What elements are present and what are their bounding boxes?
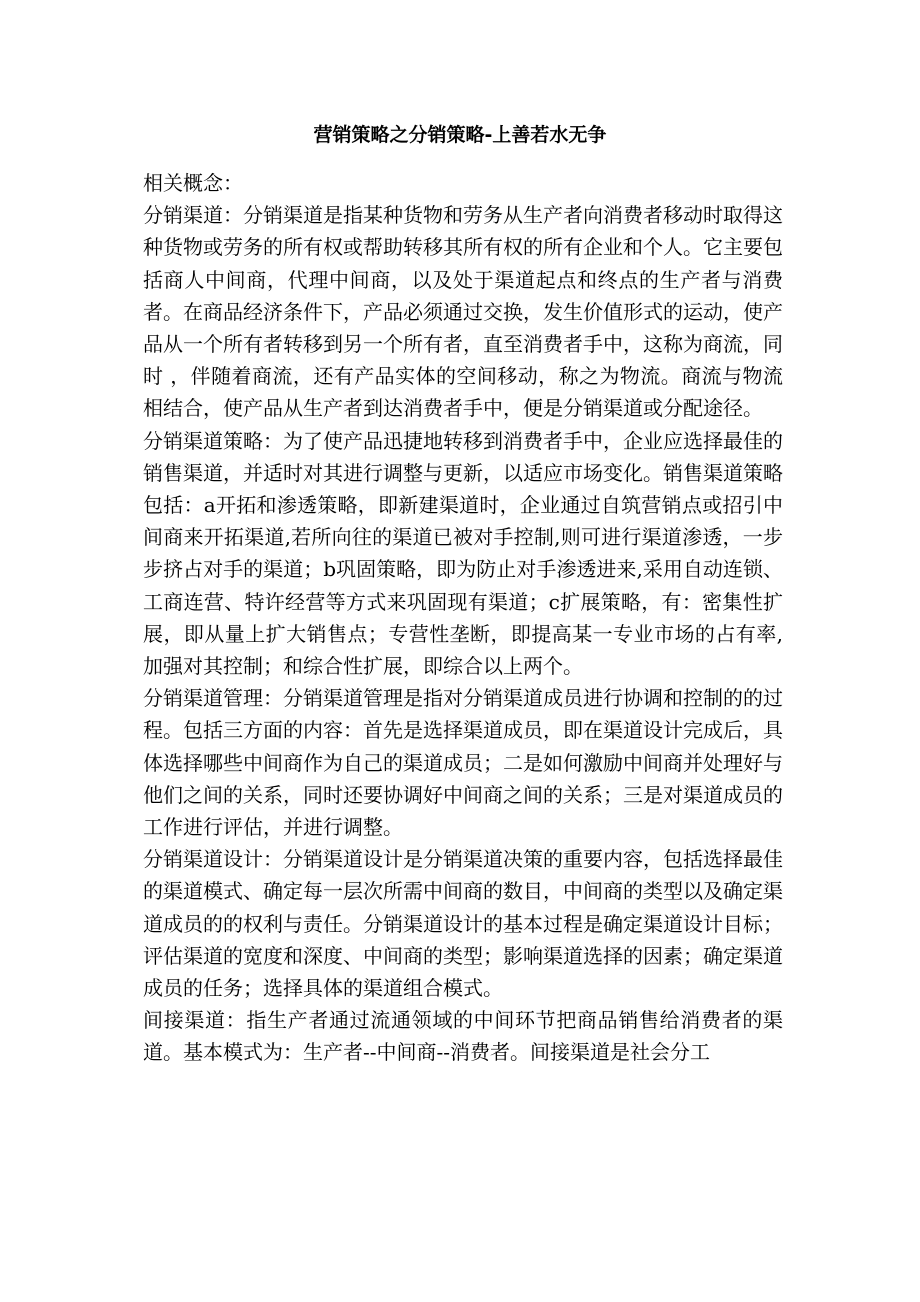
- document-body: [143, 167, 783, 1069]
- paragraph-related-concepts: 相关概念：: [143, 171, 243, 195]
- paragraph-channel-design: 分销渠道设计：分销渠道设计是分销渠道决策的重要内容，包括选择最佳的渠道模式、确定每一层次所需中间商的数目，中间商的类型以及确定渠道成员的的权利与责任。分销渠道设计的基本过程是确定渠道设计目标；评估渠道的宽度和深度、中间商的类型；影响渠道选择的因素；确定渠道成员的任务；选择具体的渠道组合模式。: [143, 847, 783, 1001]
- document-title: 营销策略之分销策略-上善若水无争: [313, 124, 607, 146]
- paragraph-indirect-channel: 间接渠道：指生产者通过流通领域的中间环节把商品销售给消费者的渠道。基本模式为：生产者--中间商--消费者。间接渠道是社会分工: [143, 1008, 783, 1065]
- paragraph-distribution-channel: 分销渠道：分销渠道是指某种货物和劳务从生产者向消费者移动时取得这种货物或劳务的所有权或帮助转移其所有权的所有企业和个人。它主要包括商人中间商，代理中间商，以及处于渠道起点和终点的生产者与消费者。在商品经济条件下，产品必须通过交换，发生价值形式的运动，使产品从一个所有者转移到另一个所有者，直至消费者手中，这称为商流，同时 ，伴随着商流，还有产品实体的空间移动，称之为物流。商流与物流相结合，使产品从生产者到达消费者手中，便是分销渠道或分配途径。: [143, 203, 783, 421]
- paragraph-channel-strategy: 分销渠道策略：为了使产品迅捷地转移到消费者手中，企业应选择最佳的销售渠道，并适时对其进行调整与更新，以适应市场变化。销售渠道策略包括：a开拓和渗透策略，即新建渠道时，企业通过自筑营销点或招引中间商来开拓渠道,若所向往的渠道已被对手控制,则可进行渠道渗透，一步步挤占对手的渠道；b巩固策略，即为防止对手渗透进来,采用自动连锁、工商连营、特许经营等方式来巩固现有渠道；c扩展策略，有：密集性扩展，即从量上扩大销售点；专营性垄断，即提高某一专业市场的占有率,加强对其控制；和综合性扩展，即综合以上两个。: [143, 428, 783, 679]
- paragraph-channel-management: 分销渠道管理：分销渠道管理是指对分销渠道成员进行协调和控制的的过程。包括三方面的内容：首先是选择渠道成员，即在渠道设计完成后，具体选择哪些中间商作为自己的渠道成员；二是如何激励中间商并处理好与他们之间的关系，同时还要协调好中间商之间的关系；三是对渠道成员的工作进行评估，并进行调整。: [143, 686, 783, 840]
